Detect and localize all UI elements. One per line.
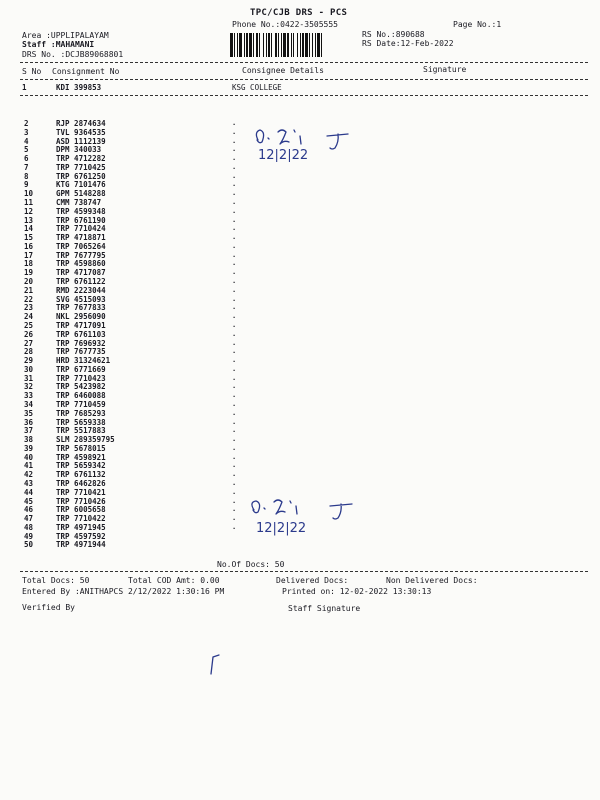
divider bbox=[20, 95, 588, 96]
table-row bbox=[0, 321, 600, 330]
row-consignment: TRP 5659342 bbox=[56, 461, 106, 471]
row-sno: 25 bbox=[24, 320, 34, 330]
row-consignee-placeholder: . bbox=[232, 154, 237, 163]
row-sno: 14 bbox=[24, 224, 34, 234]
row-consignee-placeholder: . bbox=[232, 417, 237, 426]
row-consignment: TRP 5678015 bbox=[56, 443, 106, 453]
row-sno: 28 bbox=[24, 347, 34, 357]
table-row bbox=[0, 180, 600, 189]
table-row bbox=[0, 224, 600, 233]
table-row bbox=[0, 418, 600, 427]
row-consignment: TRP 4597592 bbox=[56, 531, 106, 541]
table-row bbox=[0, 286, 600, 295]
row-consignee-placeholder: . bbox=[232, 487, 237, 496]
row-sno: 33 bbox=[24, 391, 34, 401]
row-consignee-placeholder: . bbox=[232, 189, 237, 198]
table-row bbox=[0, 259, 600, 268]
row-consignee-placeholder: . bbox=[232, 391, 237, 400]
row-consignee-placeholder: . bbox=[232, 206, 237, 215]
table-row bbox=[0, 189, 600, 198]
table-row bbox=[0, 356, 600, 365]
row-consignee-placeholder: . bbox=[232, 338, 237, 347]
row-sno: 29 bbox=[24, 356, 34, 366]
row-sno: 50 bbox=[24, 540, 34, 550]
total-cod-amount: Total COD Amt: 0.00 bbox=[128, 576, 220, 585]
row-consignment: TRP 7710459 bbox=[56, 399, 106, 409]
row-consignee-placeholder: . bbox=[232, 452, 237, 461]
row-sno: 9 bbox=[24, 180, 29, 190]
row-sno: 47 bbox=[24, 514, 34, 524]
table-row bbox=[0, 470, 600, 479]
row-sno: 1 bbox=[22, 83, 27, 92]
table-row bbox=[0, 198, 600, 207]
row-sno: 22 bbox=[24, 294, 34, 304]
date-upper: 12|2|22 bbox=[258, 148, 309, 162]
row-sno: 27 bbox=[24, 338, 34, 348]
row-sno: 6 bbox=[24, 154, 29, 164]
staff-signature: Staff Signature bbox=[288, 604, 361, 613]
row-sno: 43 bbox=[24, 478, 34, 488]
row-consignee-placeholder: . bbox=[232, 198, 237, 207]
row-sno: 12 bbox=[24, 206, 34, 216]
row-sno: 32 bbox=[24, 382, 34, 392]
row-consignee-placeholder: . bbox=[232, 347, 237, 356]
table-row bbox=[0, 233, 600, 242]
divider bbox=[20, 79, 588, 80]
row-consignment: NKL 2956090 bbox=[56, 312, 106, 322]
row-consignee-placeholder: . bbox=[232, 215, 237, 224]
row-sno: 10 bbox=[24, 189, 34, 199]
table-row bbox=[0, 303, 600, 312]
row-consignment: TRP 7710426 bbox=[56, 496, 106, 506]
row-consignment: KTG 7101476 bbox=[56, 180, 106, 190]
row-consignment: TRP 6005658 bbox=[56, 505, 106, 515]
table-row bbox=[0, 277, 600, 286]
col-consignment: Consignment No bbox=[52, 67, 120, 76]
row-consignment: TRP 6462826 bbox=[56, 478, 106, 488]
row-consignment: TRP 7710423 bbox=[56, 373, 106, 383]
row-consignment: TRP 4971944 bbox=[56, 540, 106, 550]
row-consignment: GPM 5148288 bbox=[56, 189, 106, 199]
row-sno: 39 bbox=[24, 443, 34, 453]
table-row bbox=[0, 391, 600, 400]
handwritten-signature-lower bbox=[246, 498, 366, 538]
row-sno: 17 bbox=[24, 250, 34, 260]
row-consignee-placeholder: . bbox=[232, 426, 237, 435]
entered-by: Entered By :ANITHAPCS 2/12/2022 1:30:16 PM bbox=[22, 587, 225, 596]
printed-on: Printed on: 12-02-2022 13:30:13 bbox=[282, 587, 432, 596]
row-consignment: TRP 5423982 bbox=[56, 382, 106, 392]
row-consignee-placeholder: . bbox=[232, 136, 237, 145]
row-consignee-placeholder: . bbox=[232, 162, 237, 171]
row-consignee-placeholder: . bbox=[232, 277, 237, 286]
table-row bbox=[0, 172, 600, 181]
table-row bbox=[0, 488, 600, 497]
row-sno: 24 bbox=[24, 312, 34, 322]
row-sno: 49 bbox=[24, 531, 34, 541]
row-sno: 4 bbox=[24, 136, 29, 146]
handwritten-signature-upper bbox=[252, 126, 362, 162]
table-row bbox=[0, 207, 600, 216]
row-consignee-placeholder: . bbox=[232, 329, 237, 338]
row-consignee-placeholder: . bbox=[232, 505, 237, 514]
table-row bbox=[0, 268, 600, 277]
row-consignee-placeholder: . bbox=[232, 522, 237, 531]
row-consignee-placeholder: . bbox=[232, 241, 237, 250]
row-sno: 44 bbox=[24, 487, 34, 497]
table-row bbox=[0, 461, 600, 470]
report-title: TPC/CJB DRS - PCS bbox=[250, 8, 348, 18]
row-sno: 18 bbox=[24, 259, 34, 269]
row-consignee-placeholder: . bbox=[232, 285, 237, 294]
delivered-docs: Delivered Docs: bbox=[276, 576, 349, 585]
verified-by: Verified By bbox=[22, 603, 75, 612]
row-consignee-placeholder: . bbox=[232, 373, 237, 382]
row-consignment: TRP 4718871 bbox=[56, 233, 106, 243]
row-consignee-placeholder: . bbox=[232, 312, 237, 321]
row-sno: 34 bbox=[24, 399, 34, 409]
row-consignment: DPM 340033 bbox=[56, 145, 102, 155]
row-consignee-placeholder: . bbox=[232, 443, 237, 452]
row-sno: 21 bbox=[24, 285, 34, 295]
row-consignment: ASD 1112139 bbox=[56, 136, 106, 146]
barcode-bar bbox=[322, 33, 324, 57]
row-consignment: RMD 2223044 bbox=[56, 285, 106, 295]
row-consignee-placeholder: . bbox=[232, 399, 237, 408]
row-consignee-placeholder: . bbox=[232, 356, 237, 365]
row-sno: 8 bbox=[24, 171, 29, 181]
divider bbox=[20, 62, 588, 63]
row-consignment: TRP 7710424 bbox=[56, 224, 106, 234]
row-sno: 41 bbox=[24, 461, 34, 471]
row-consignee-placeholder: . bbox=[232, 408, 237, 417]
row-consignee-placeholder: . bbox=[232, 171, 237, 180]
row-consignee-placeholder: . bbox=[232, 461, 237, 470]
row-consignment: TRP 5659338 bbox=[56, 417, 106, 427]
row-sno: 16 bbox=[24, 241, 34, 251]
row-consignee-placeholder: . bbox=[232, 268, 237, 277]
table-row bbox=[0, 242, 600, 251]
row-consignee-placeholder: . bbox=[232, 496, 237, 505]
row-consignment: TRP 5517883 bbox=[56, 426, 106, 436]
row-consignment: TRP 6771669 bbox=[56, 364, 106, 374]
pen-mark bbox=[205, 650, 225, 680]
table-row bbox=[0, 444, 600, 453]
col-signature: Signature bbox=[423, 65, 467, 74]
table-row bbox=[0, 400, 600, 409]
row-consignment: TRP 6761190 bbox=[56, 215, 106, 225]
row-consignee-placeholder: . bbox=[232, 382, 237, 391]
row-consignee-placeholder: . bbox=[232, 470, 237, 479]
row-sno: 11 bbox=[24, 198, 34, 208]
row-sno: 20 bbox=[24, 277, 34, 287]
row-consignment: TRP 4599348 bbox=[56, 206, 106, 216]
row-sno: 46 bbox=[24, 505, 34, 515]
table-row bbox=[0, 453, 600, 462]
row-consignment: CMM 738747 bbox=[56, 198, 102, 208]
row-consignment: TRP 6761103 bbox=[56, 329, 106, 339]
table-row bbox=[0, 435, 600, 444]
drs-number: DRS No. :DCJB89068801 bbox=[22, 50, 124, 59]
row-consignee-placeholder: . bbox=[232, 233, 237, 242]
row-consignment: TRP 7677795 bbox=[56, 250, 106, 260]
rs-date: RS Date:12-Feb-2022 bbox=[362, 39, 454, 48]
row-consignee-placeholder: . bbox=[232, 127, 237, 136]
row-consignment: TRP 4712282 bbox=[56, 154, 106, 164]
row-consignment: TRP 7065264 bbox=[56, 241, 106, 251]
row-consignee-placeholder: . bbox=[232, 435, 237, 444]
row-consignment: TRP 7710425 bbox=[56, 162, 106, 172]
col-sno: S No bbox=[22, 67, 42, 76]
row-consignee-placeholder: . bbox=[232, 514, 237, 523]
table-row bbox=[0, 365, 600, 374]
row-consignment: TRP 4598921 bbox=[56, 452, 106, 462]
phone-number: Phone No.:0422-3505555 bbox=[232, 20, 338, 29]
row-consignment: TRP 4971945 bbox=[56, 522, 106, 532]
row-sno: 45 bbox=[24, 496, 34, 506]
row-consignee-placeholder: . bbox=[232, 250, 237, 259]
row-sno: 19 bbox=[24, 268, 34, 278]
row-sno: 30 bbox=[24, 364, 34, 374]
row-consignment: TRP 7710421 bbox=[56, 487, 106, 497]
divider bbox=[20, 571, 588, 572]
date-lower: 12|2|22 bbox=[256, 521, 307, 536]
row-sno: 26 bbox=[24, 329, 34, 339]
row-consignment: TVL 9364535 bbox=[56, 127, 106, 137]
row-sno: 42 bbox=[24, 470, 34, 480]
row-consignment: RJP 2874634 bbox=[56, 119, 106, 128]
page-number: Page No.:1 bbox=[453, 20, 502, 29]
row-consignment: TRP 6761122 bbox=[56, 277, 106, 287]
row-consignment: TRP 7677833 bbox=[56, 303, 106, 313]
row-consignee-placeholder: . bbox=[232, 180, 237, 189]
row-consignee-placeholder: . bbox=[232, 145, 237, 154]
row-consignment: KDI 399853 bbox=[56, 83, 102, 92]
table-row bbox=[0, 251, 600, 260]
row-consignee: KSG COLLEGE bbox=[232, 83, 282, 92]
row-sno: 7 bbox=[24, 162, 29, 172]
table-row bbox=[0, 382, 600, 391]
row-sno: 37 bbox=[24, 426, 34, 436]
row-consignment: SVG 4515093 bbox=[56, 294, 106, 304]
row-sno: 40 bbox=[24, 452, 34, 462]
table-row bbox=[0, 426, 600, 435]
row-consignment: TRP 6761250 bbox=[56, 171, 106, 181]
row-consignment: SLM 289359795 bbox=[56, 435, 115, 445]
table-row bbox=[0, 312, 600, 321]
row-sno: 13 bbox=[24, 215, 34, 225]
table-row bbox=[0, 540, 600, 549]
row-consignment: TRP 6460088 bbox=[56, 391, 106, 401]
row-sno: 15 bbox=[24, 233, 34, 243]
row-consignee-placeholder: . bbox=[232, 320, 237, 329]
no-of-docs: No.Of Docs: 50 bbox=[217, 560, 285, 569]
row-sno: 31 bbox=[24, 373, 34, 383]
row-consignee-placeholder: . bbox=[232, 259, 237, 268]
row-consignee-placeholder: . bbox=[232, 364, 237, 373]
non-delivered-docs: Non Delivered Docs: bbox=[386, 576, 478, 585]
table-row bbox=[0, 330, 600, 339]
row-sno: 3 bbox=[24, 127, 29, 137]
row-consignee-placeholder: . bbox=[232, 478, 237, 487]
row-consignment: TRP 4598860 bbox=[56, 259, 106, 269]
table-row bbox=[0, 479, 600, 488]
row-consignee-placeholder: . bbox=[232, 119, 237, 127]
rs-number: RS No.:890688 bbox=[362, 30, 425, 39]
row-consignment: TRP 4717087 bbox=[56, 268, 106, 278]
table-row bbox=[0, 295, 600, 304]
row-consignee-placeholder: . bbox=[232, 303, 237, 312]
table-row bbox=[0, 374, 600, 383]
table-row bbox=[0, 163, 600, 172]
area-label: Area :UPPLIPALAYAM bbox=[22, 31, 109, 40]
row-sno: 23 bbox=[24, 303, 34, 313]
barcode bbox=[230, 33, 355, 57]
row-sno: 38 bbox=[24, 435, 34, 445]
row-consignee-placeholder: . bbox=[232, 224, 237, 233]
row-sno: 48 bbox=[24, 522, 34, 532]
total-docs: Total Docs: 50 bbox=[22, 576, 90, 585]
row-sno: 5 bbox=[24, 145, 29, 155]
row-consignment: TRP 7710422 bbox=[56, 514, 106, 524]
table-row bbox=[0, 347, 600, 356]
table-row bbox=[0, 409, 600, 418]
row-consignment: TRP 7696932 bbox=[56, 338, 106, 348]
row-consignment: TRP 4717091 bbox=[56, 320, 106, 330]
staff-label: Staff :MAHAMANI bbox=[22, 40, 95, 49]
row-consignment: TRP 7685293 bbox=[56, 408, 106, 418]
row-consignment: TRP 7677735 bbox=[56, 347, 106, 357]
row-sno: 36 bbox=[24, 417, 34, 427]
row-consignee-placeholder: . bbox=[232, 294, 237, 303]
col-consignee: Consignee Details bbox=[242, 66, 324, 75]
table-row bbox=[0, 339, 600, 348]
row-sno: 2 bbox=[24, 119, 29, 128]
row-consignment: HRD 31324621 bbox=[56, 356, 111, 366]
table-row bbox=[0, 216, 600, 225]
row-consignment: TRP 6761132 bbox=[56, 470, 106, 480]
row-sno: 35 bbox=[24, 408, 34, 418]
